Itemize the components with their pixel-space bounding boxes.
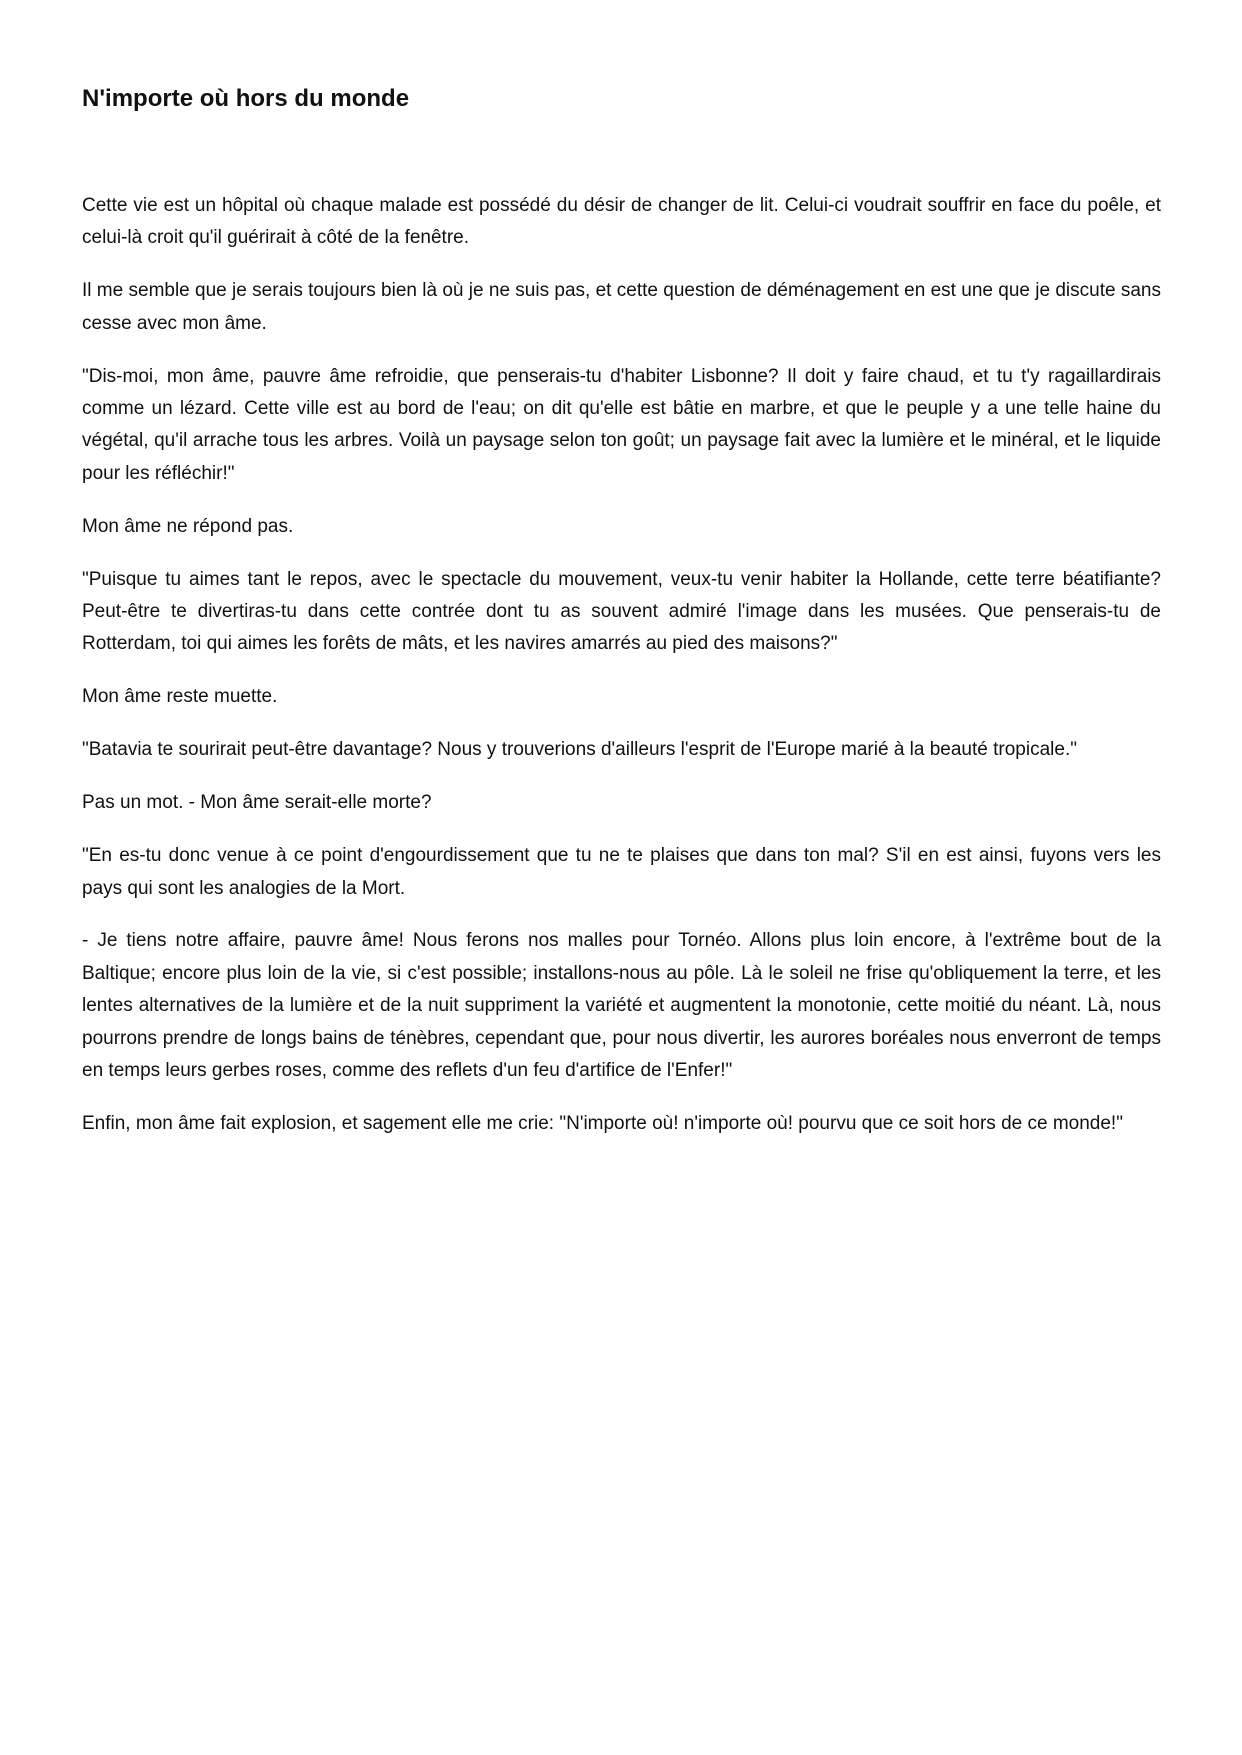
document-title: N'importe où hors du monde (82, 85, 410, 112)
document-body (82, 190, 1161, 1161)
paragraph: Mon âme ne répond pas. (82, 515, 294, 537)
paragraph: Cette vie est un hôpital où chaque malade est possédé du désir de changer de lit. Celui-ci voudrait souffrir en face du poêle, et celui-là croit qu'il guérirait à côté de la fenêtre. (82, 195, 1161, 249)
paragraph: "Batavia te sourirait peut-être davantage? Nous y trouverions d'ailleurs l'esprit de l'Europe marié à la beauté tropicale." (82, 739, 1077, 761)
paragraph: "En es-tu donc venue à ce point d'engourdissement que tu ne te plaises que dans ton mal? S'il en est ainsi, fuyons vers les pays qui sont les analogies de la Mort. (82, 845, 1161, 899)
paragraph: Enfin, mon âme fait explosion, et sagement elle me crie: "N'importe où! n'importe où! pourvu que ce soit hors de ce monde!" (82, 1112, 1123, 1134)
paragraph: - Je tiens notre affaire, pauvre âme! Nous ferons nos malles pour Tornéo. Allons plus loin encore, à l'extrême bout de la Baltique; encore plus loin de la vie, si c'est possible; installons-nous au pôle. Là le soleil ne frise qu'obliquement la terre, et les lentes alternatives de la lumière et de la nuit suppriment la variété et augmentent la monotonie, cette moitié du néant. Là, nous pourrons prendre de longs bains de ténèbres, cependant que, pour nous divertir, les aurores boréales nous enverront de temps en temps leurs gerbes roses, comme des reflets d'un feu d'artifice de l'Enfer!" (82, 930, 1161, 1082)
paragraph: Il me semble que je serais toujours bien là où je ne suis pas, et cette question de déménagement en est une que je discute sans cesse avec mon âme. (82, 280, 1161, 334)
paragraph: "Dis-moi, mon âme, pauvre âme refroidie, que penserais-tu d'habiter Lisbonne? Il doit y faire chaud, et tu t'y ragaillardirais comme un lézard. Cette ville est au bord de l'eau; on dit qu'elle est bâtie en marbre, et que le peuple y a une telle haine du végétal, qu'il arrache tous les arbres. Voilà un paysage selon ton goût; un paysage fait avec la lumière et le minéral, et le liquide pour les réfléchir!" (82, 365, 1161, 484)
paragraph: Pas un mot. - Mon âme serait-elle morte? (82, 792, 432, 814)
paragraph: Mon âme reste muette. (82, 686, 278, 708)
paragraph: "Puisque tu aimes tant le repos, avec le spectacle du mouvement, veux-tu venir habiter la Hollande, cette terre béatifiante? Peut-être te divertiras-tu dans cette contrée dont tu as souvent admiré l'image dans les musées. Que penserais-tu de Rotterdam, toi qui aimes les forêts de mâts, et les navires amarrés au pied des maisons?" (82, 568, 1161, 655)
